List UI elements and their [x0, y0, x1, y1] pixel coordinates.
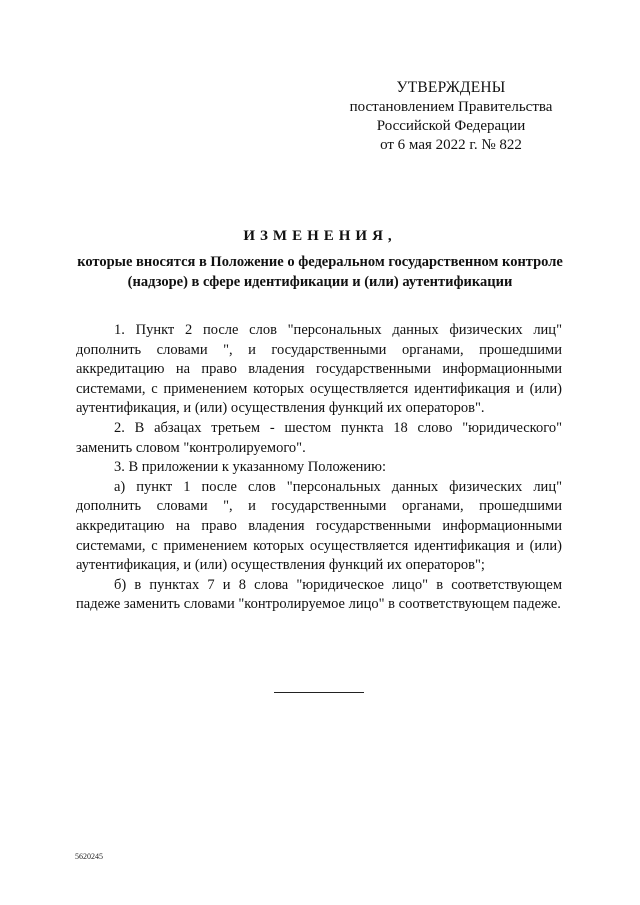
approval-stamp	[328, 78, 574, 155]
paragraph-3a: а) пункт 1 после слов "персональных данных физических лиц" дополнить словами ", и государственными органами, прошедшими аккредитацию на право владения государственными информационными системами, с применением которых осуществляется идентификация и (или) аутентификация, и (или) осуществления функций их операторов";	[76, 478, 562, 574]
approval-line-1: постановлением Правительства	[349, 99, 553, 115]
document-body	[76, 321, 562, 615]
approval-line-2: Российской Федерации	[376, 118, 526, 134]
paragraph-3b: б) в пунктах 7 и 8 слова "юридическое лицо" в соответствующем падеже заменить словами "контролируемое лицо" в соответствующем падеже.	[76, 576, 562, 613]
document-subtitle: которые вносятся в Положение о федеральном государственном контроле (надзоре) в сфере идентификации и (или) аутентификации	[77, 254, 563, 290]
approval-line-3: от 6 мая 2022 г. № 822	[380, 137, 522, 153]
document-title: ИЗМЕНЕНИЯ,	[243, 228, 397, 244]
paragraph-2: 2. В абзацах третьем - шестом пункта 18 слово "юридического" заменить словом "контролируемого".	[76, 419, 562, 456]
paragraph-1: 1. Пункт 2 после слов "персональных данных физических лиц" дополнить словами ", и государственными органами, прошедшими аккредитацию на право владения государственными информационными системами, с применением которых осуществляется идентификация и (или) аутентификация, и (или) осуществления функций их операторов".	[76, 322, 562, 417]
document-code: 5620245	[75, 852, 103, 861]
paragraph-3: 3. В приложении к указанному Положению:	[114, 459, 387, 476]
end-separator-line	[274, 692, 364, 693]
approval-title: УТВЕРЖДЕНЫ	[396, 79, 506, 96]
